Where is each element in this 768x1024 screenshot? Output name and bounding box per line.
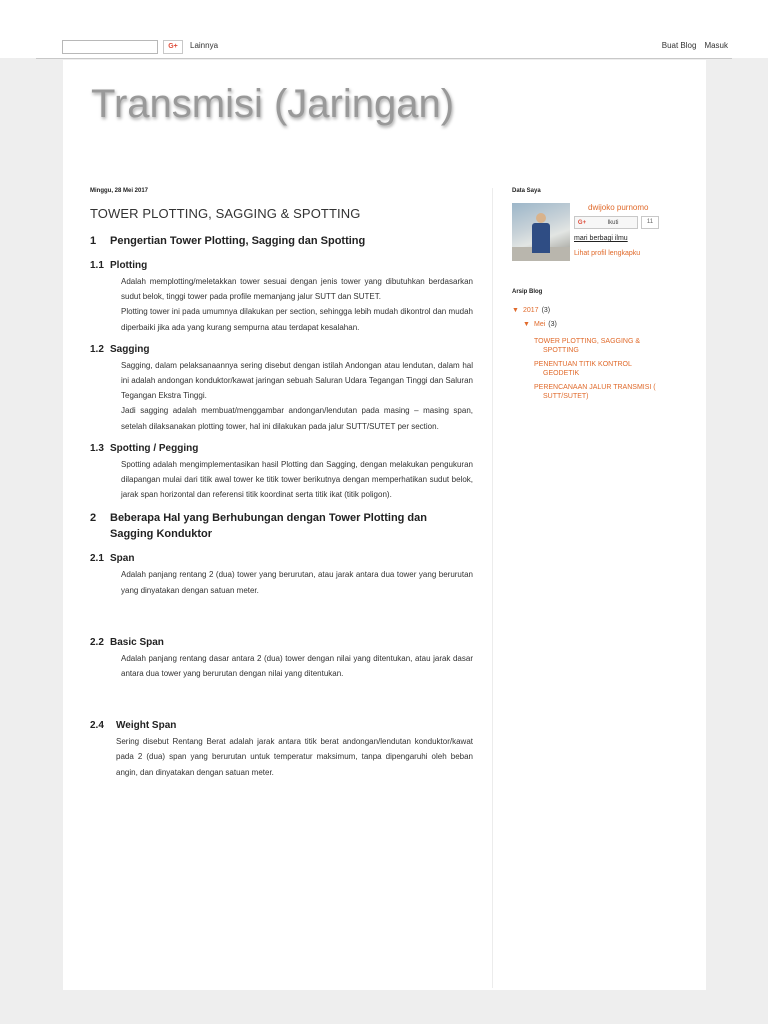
google-plus-icon[interactable]: G+ bbox=[163, 40, 183, 54]
follow-button[interactable] bbox=[574, 216, 638, 229]
archive-post-line: GEODETIK bbox=[543, 370, 580, 377]
archive-year-count: (3) bbox=[541, 307, 551, 314]
post-date: Minggu, 28 Mei 2017 bbox=[90, 188, 149, 194]
sidebar bbox=[512, 188, 692, 401]
google-plus-icon: G+ bbox=[577, 219, 587, 226]
subsection-heading-plotting bbox=[90, 259, 473, 272]
archive-post-link[interactable] bbox=[512, 383, 692, 401]
subsection-heading-basic-span bbox=[90, 636, 473, 649]
expand-triangle-icon[interactable]: ▼ bbox=[512, 307, 519, 314]
archive-post-line: SUTT/SUTET) bbox=[543, 393, 589, 400]
subsection-title: Sagging bbox=[110, 343, 150, 355]
navbar-search-input[interactable] bbox=[62, 40, 158, 54]
subsection-number: 1.2 bbox=[90, 343, 104, 355]
subsection-heading-weight-span bbox=[90, 719, 473, 732]
profile-widget bbox=[512, 203, 692, 267]
subsection-title: Spotting / Pegging bbox=[110, 442, 199, 454]
paragraph: Sering disebut Rentang Berat adalah jarak antara titik berat andongan/lendutan konduktor/kawat pada 2 (dua) span yang berurutan untuk temperatur maksimum, tanpa dipengaruhi oleh beban angin, dan dinyatakan dengan satuan meter. bbox=[116, 737, 473, 777]
profile-name-link[interactable]: dwijoko purnomo bbox=[588, 203, 649, 212]
subsection-number: 1.1 bbox=[90, 260, 104, 271]
section-heading-2 bbox=[90, 510, 473, 542]
navbar-right bbox=[662, 41, 728, 50]
paragraph: Jadi sagging adalah membuat/menggambar andongan/lendutan pada masing – masing span, setelah dilaksanakan plotting tower, hal ini dilakukan pada jalur SUTT/SUTET per section. bbox=[121, 406, 473, 431]
sidebar-divider bbox=[492, 188, 493, 988]
archive-post-line: PERENCANAAN JALUR TRANSMISI ( bbox=[534, 384, 656, 391]
subsection-heading-span bbox=[90, 552, 473, 565]
section-heading-1 bbox=[90, 233, 473, 249]
post-main bbox=[90, 188, 473, 780]
profile-about-link[interactable]: mari berbagi ilmu bbox=[574, 235, 628, 242]
archive-month-link[interactable]: Mei bbox=[534, 321, 546, 328]
subsection-title: Plotting bbox=[110, 260, 148, 271]
subsection-number: 1.3 bbox=[90, 442, 104, 454]
subsection-heading-spotting bbox=[90, 442, 473, 455]
archive-year-link[interactable]: 2017 bbox=[523, 307, 539, 314]
section-title: Pengertian Tower Plotting, Sagging dan Spotting bbox=[110, 235, 366, 247]
subsection-number: 2.2 bbox=[90, 636, 104, 648]
paragraph: Adalah panjang rentang 2 (dua) tower yang berurutan, atau jarak antara dua tower yang berurutan yang dinyatakan dengan satuan meter. bbox=[121, 570, 473, 595]
archive-widget-title: Arsip Blog bbox=[512, 289, 543, 295]
subsection-number: 2.1 bbox=[90, 553, 104, 565]
view-full-profile-link[interactable]: Lihat profil lengkapku bbox=[574, 250, 641, 257]
expand-triangle-icon[interactable]: ▼ bbox=[523, 321, 530, 328]
subsection-title: Span bbox=[110, 553, 135, 565]
archive-post-link[interactable] bbox=[512, 337, 692, 355]
archive-post-line: PENENTUAN TITIK KONTROL bbox=[534, 361, 632, 368]
paragraph: Adalah panjang rentang dasar antara 2 (dua) tower dengan nilai yang ditentukan, atau jarak dasar antara dua tower yang berurutan dengan nilai yang ditentukan. bbox=[121, 653, 473, 679]
blog-page bbox=[63, 60, 706, 990]
archive-month-count: (3) bbox=[548, 321, 557, 328]
sign-in-link[interactable]: Masuk bbox=[704, 41, 728, 50]
subsection-number: 2.4 bbox=[90, 720, 104, 732]
paragraph: Spotting adalah mengimplementasikan hasil Plotting dan Sagging, dengan melakukan pengukuran dilapangan mulai dari titik awal tower ke titik tower berikutnya dengan memperhatikan sudut belok, jarak span horizontal dan referensi titik koordinat serta titik ikat (titik poligon). bbox=[121, 459, 473, 500]
subsection-title: Weight Span bbox=[116, 720, 177, 732]
subsection-title: Basic Span bbox=[110, 636, 164, 648]
follow-group bbox=[574, 216, 659, 229]
section-title: Beberapa Hal yang Berhubungan dengan Tower Plotting dan Sagging Konduktor bbox=[110, 512, 427, 541]
post-title[interactable]: TOWER PLOTTING, SAGGING & SPOTTING bbox=[90, 206, 361, 221]
more-link[interactable]: Lainnya bbox=[190, 41, 219, 50]
subsection-heading-sagging bbox=[90, 343, 473, 356]
section-number: 2 bbox=[90, 512, 97, 525]
archive-month-row bbox=[512, 318, 692, 332]
navbar-divider bbox=[36, 58, 732, 59]
section-number: 1 bbox=[90, 235, 97, 247]
paragraph: Plotting tower ini pada umumnya dilakukan per section, sehingga lebih mudah dikontrol dan mudah diperbaiki jika ada yang kurang sempurna atau terdapat kesalahan. bbox=[121, 307, 473, 332]
navbar bbox=[0, 0, 768, 58]
archive-post-line: SPOTTING bbox=[543, 347, 579, 354]
profile-widget-title: Data Saya bbox=[512, 188, 541, 194]
archive-post-link[interactable] bbox=[512, 360, 692, 378]
paragraph: Sagging, dalam pelaksanaannya sering disebut dengan istilah Andongan atau lendutan, dalam hal ini adalah andongan konduktor/kawat jaringan sebuah Saluran Udara Tegangan Tinggi dan Saluran Tegangan Ekstra Tinggi. bbox=[121, 360, 473, 401]
avatar[interactable] bbox=[512, 203, 570, 261]
paragraph: Adalah memplotting/meletakkan tower sesuai dengan jenis tower yang dibutuhkan berdasarkan sudut belok, tinggi tower pada profile memanjang jalur SUTT dan SUTET. bbox=[121, 277, 473, 302]
blog-title[interactable]: Transmisi (Jaringan) bbox=[91, 82, 455, 126]
archive-post-line: TOWER PLOTTING, SAGGING & bbox=[534, 338, 641, 345]
follow-label: Ikuti bbox=[607, 219, 619, 226]
archive-year-row bbox=[512, 304, 692, 318]
create-blog-link[interactable]: Buat Blog bbox=[661, 41, 697, 50]
follower-count: 11 bbox=[641, 216, 659, 229]
